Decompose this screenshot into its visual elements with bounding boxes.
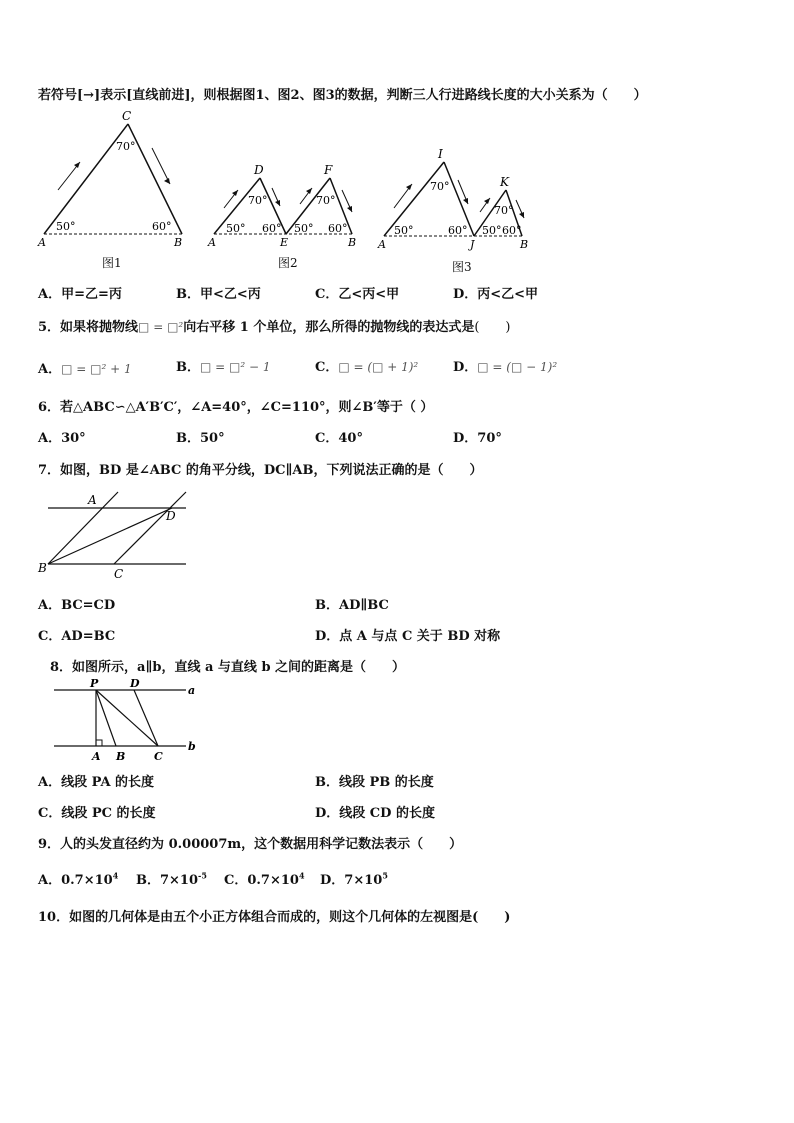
q5-option-a[interactable] <box>38 358 132 377</box>
q5-option-d[interactable] <box>453 356 557 375</box>
q8-label-d: D <box>130 678 140 690</box>
q8-label-b: B <box>116 750 126 763</box>
q9-option-c-exp: 4 <box>298 870 305 881</box>
q6-option-c[interactable]: C．40° <box>315 431 363 446</box>
q4-figure-1 <box>36 108 196 252</box>
fig2-angle-b: 60° <box>328 222 348 235</box>
q10-stem: 10．如图的几何体是由五个小正方体组合而成的，则这个几何体的左视图是( ) <box>38 910 511 925</box>
q5-option-d-label: D． <box>453 360 478 375</box>
q9-option-a[interactable] <box>38 869 118 888</box>
fig2-label-e: E <box>280 236 289 249</box>
q7-label-b: B <box>38 561 47 575</box>
q8-label-a: A <box>92 750 101 763</box>
q6-option-d[interactable]: D．70° <box>453 431 502 446</box>
fig1-label-b: B <box>174 236 183 248</box>
q7-option-d[interactable]: D．点 A 与点 C 关于 BD 对称 <box>315 629 501 644</box>
q9-option-d[interactable] <box>320 869 388 888</box>
fig2-label-d: D <box>254 163 264 177</box>
q7-label-d: D <box>166 509 176 523</box>
q9-option-c[interactable] <box>224 869 305 888</box>
q5-option-c[interactable] <box>315 356 418 375</box>
q4-option-a[interactable]: A．甲=乙=丙 <box>38 287 122 302</box>
fig3-angle-j1: 60° <box>448 224 468 237</box>
q5-option-a-formula: □ = □² + 1 <box>61 362 132 376</box>
q5-option-a-label: A． <box>38 362 62 377</box>
q7-option-c[interactable]: C．AD=BC <box>38 629 116 644</box>
q9-stem: 9．人的头发直径约为 0.00007m，这个数据用科学记数法表示（ ） <box>38 837 463 852</box>
fig2-angle-e2: 50° <box>294 222 314 235</box>
q5-stem-after: 向右平移 1 个单位，那么所得的抛物线的表达式是 <box>183 320 475 335</box>
fig3-angle-b: 60° <box>502 224 522 237</box>
q4-figure-3 <box>376 144 536 258</box>
fig3-label-j: J <box>470 238 475 251</box>
q8-option-a[interactable]: A．线段 PA 的长度 <box>38 775 155 790</box>
fig2-angle-a: 50° <box>226 222 246 235</box>
q4-option-d[interactable]: D．丙<乙<甲 <box>453 287 539 302</box>
q9-option-b[interactable] <box>136 869 207 888</box>
q7-option-a[interactable]: A．BC=CD <box>38 598 116 613</box>
q4-stem: 若符号[→]表示[直线前进]，则根据图1、图2、图3的数据，判断三人行进路线长度的大小关系为（ ） <box>38 88 647 103</box>
q4-option-c[interactable]: C．乙<丙<甲 <box>315 287 400 302</box>
q8-stem: 8．如图所示，a∥b，直线 a 与直线 b 之间的距离是（ ） <box>50 660 406 675</box>
q8-label-b-line: b <box>188 740 196 753</box>
q7-stem: 7．如图，BD 是∠ABC 的角平分线，DC∥AB，下列说法正确的是（ ） <box>38 463 483 478</box>
q5-option-b[interactable] <box>176 356 271 375</box>
q8-label-p: P <box>90 678 99 690</box>
fig1-angle-top: 70° <box>116 140 136 153</box>
q8-option-c[interactable]: C．线段 PC 的长度 <box>38 806 156 821</box>
fig2-angle-f: 70° <box>316 194 336 207</box>
fig2-label-b: B <box>348 236 357 249</box>
q6-option-b[interactable]: B．50° <box>176 431 225 446</box>
q7-label-a: A <box>88 493 97 507</box>
fig1-angle-left: 50° <box>56 220 76 233</box>
fig1-caption: 图1 <box>102 256 122 270</box>
fig3-angle-a: 50° <box>394 224 414 237</box>
q5-stem-paren: ( ) <box>474 320 511 335</box>
q5-option-c-label: C． <box>315 360 339 375</box>
fig2-caption: 图2 <box>278 256 298 270</box>
fig3-angle-j2: 50° <box>482 224 502 237</box>
q9-option-b-exp: -5 <box>198 870 207 881</box>
q9-option-c-base: C．0.7×10 <box>224 873 299 888</box>
q5-stem-before: 5．如果将抛物线 <box>38 320 139 335</box>
fig3-label-b: B <box>520 238 529 251</box>
q4-option-b[interactable]: B．甲<乙<丙 <box>176 287 261 302</box>
q5-option-b-formula: □ = □² − 1 <box>200 360 271 374</box>
fig1-label-c: C <box>122 109 132 123</box>
q9-option-b-base: B．7×10 <box>136 873 199 888</box>
q5-stem <box>38 316 510 335</box>
fig2-angle-d: 70° <box>248 194 268 207</box>
fig2-label-a: A <box>208 236 216 249</box>
fig3-label-i: I <box>438 147 443 161</box>
fig2-angle-e1: 60° <box>262 222 282 235</box>
q8-label-c: C <box>154 750 163 763</box>
q9-option-a-base: A．0.7×10 <box>38 873 113 888</box>
fig1-angle-right: 60° <box>152 220 172 233</box>
q7-option-b[interactable]: B．AD∥BC <box>315 598 389 613</box>
q5-option-d-formula: □ = (□ − 1)² <box>477 360 558 374</box>
q7-label-c: C <box>114 567 124 581</box>
q6-stem: 6．若△ABC∽△A′B′C′，∠A=40°，∠C=110°，则∠B′等于（ ） <box>38 400 434 415</box>
q9-option-d-exp: 5 <box>382 870 388 881</box>
q9-option-d-base: D．7×10 <box>320 873 383 888</box>
fig3-label-k: K <box>500 175 509 189</box>
q8-figure <box>50 678 200 768</box>
fig1-label-a: A <box>38 236 46 248</box>
q8-option-d[interactable]: D．线段 CD 的长度 <box>315 806 435 821</box>
q4-figure-2 <box>206 160 366 256</box>
fig3-label-a: A <box>378 238 386 251</box>
fig3-caption: 图3 <box>452 260 472 274</box>
q8-label-a-line: a <box>188 684 196 697</box>
q6-option-a[interactable]: A．30° <box>38 431 86 446</box>
fig2-label-f: F <box>324 163 333 177</box>
q5-option-b-label: B． <box>176 360 200 375</box>
q5-option-c-formula: □ = (□ + 1)² <box>338 360 419 374</box>
fig3-angle-k: 70° <box>494 204 514 217</box>
q7-figure <box>36 488 192 588</box>
q5-stem-formula: □ = □² <box>138 320 184 334</box>
q9-option-a-exp: 4 <box>112 870 119 881</box>
q8-option-b[interactable]: B．线段 PB 的长度 <box>315 775 434 790</box>
fig3-angle-i: 70° <box>430 180 450 193</box>
